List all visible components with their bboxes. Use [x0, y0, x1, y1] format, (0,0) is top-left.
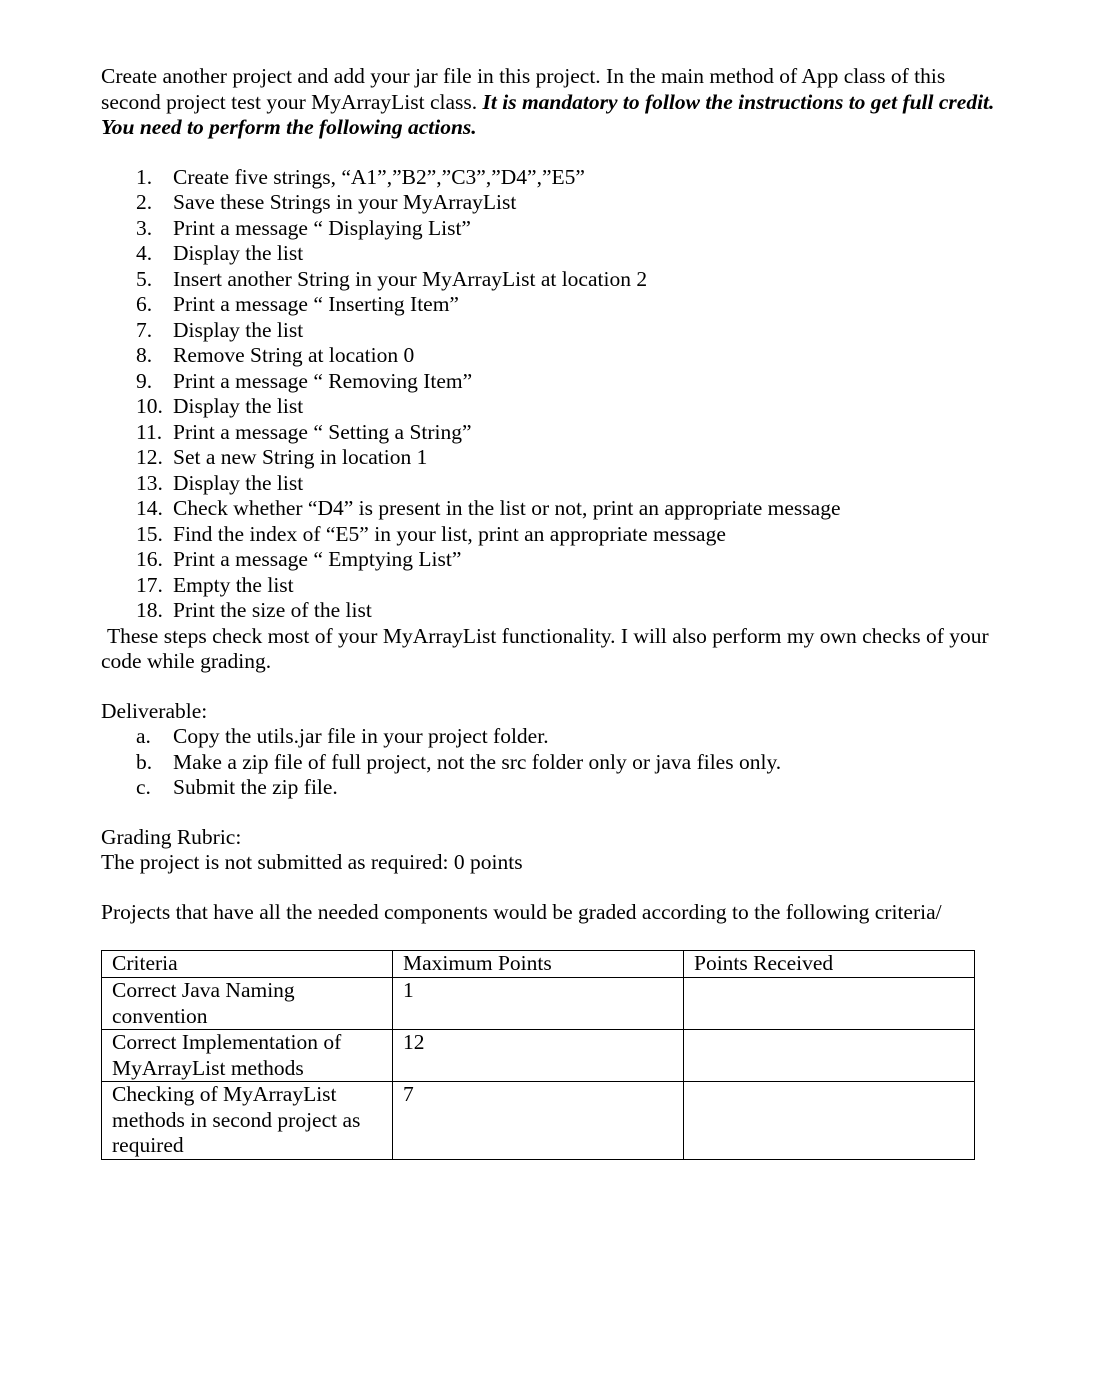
points-received-cell	[684, 1082, 975, 1160]
points-received-cell	[684, 978, 975, 1030]
list-item-text: Print a message “ Displaying List”	[173, 215, 471, 240]
list-item-text: Empty the list	[173, 572, 294, 597]
rubric-table	[101, 950, 975, 1160]
column-header-criteria: Criteria	[102, 951, 393, 978]
points-received-cell	[684, 1030, 975, 1082]
list-item-letter: c.	[136, 775, 151, 799]
list-item-number: 18.	[136, 598, 163, 622]
list-item	[101, 496, 1001, 522]
list-item	[101, 471, 1001, 497]
list-item	[101, 420, 1001, 446]
list-item	[101, 318, 1001, 344]
table-header-row	[102, 951, 975, 978]
deliverable-list	[101, 724, 1001, 801]
list-item	[101, 573, 1001, 599]
deliverable-heading: Deliverable:	[101, 698, 208, 723]
intro-emphasis: It is mandatory to follow the instructions to get full credit. You need to perform the following actions.	[101, 89, 995, 139]
list-item-text: Remove String at location 0	[173, 343, 415, 367]
list-item-number: 13.	[136, 470, 163, 495]
spacer	[101, 675, 1001, 699]
list-item-letter: a.	[136, 724, 151, 748]
list-item-text: Print the size of the list	[173, 598, 372, 622]
list-item	[101, 724, 1001, 750]
list-item-text: Set a new String in location 1	[173, 445, 428, 469]
max-points-cell: 12	[393, 1030, 684, 1082]
list-item-text: Print a message “ Emptying List”	[173, 547, 462, 571]
list-item	[101, 343, 1001, 369]
spacer	[101, 876, 1001, 900]
list-item-text: Display the list	[173, 317, 304, 342]
list-item-number: 8.	[136, 343, 153, 367]
criteria-cell: Correct Java Naming convention	[102, 978, 393, 1030]
list-item	[101, 522, 1001, 548]
table-row	[102, 1030, 975, 1082]
list-item	[101, 445, 1001, 471]
steps-list	[101, 165, 1001, 624]
list-item	[101, 394, 1001, 420]
rubric-heading: Grading Rubric:	[101, 824, 242, 849]
list-item-text: Print a message “ Setting a String”	[173, 419, 472, 444]
intro-text: Create another project and add your jar file in this project. In the main method of App class of this second project test your MyArrayList class.	[101, 64, 946, 114]
list-item-number: 1.	[136, 164, 153, 189]
list-item	[101, 241, 1001, 267]
list-item-text: Display the list	[173, 394, 304, 418]
list-item	[101, 190, 1001, 216]
criteria-cell: Checking of MyArrayList methods in second project as required	[102, 1082, 393, 1160]
list-item	[101, 267, 1001, 293]
list-item-number: 15.	[136, 521, 163, 546]
list-item-number: 11.	[136, 419, 163, 444]
list-item-text: Display the list	[173, 470, 304, 495]
closing-paragraph: These steps check most of your MyArrayList functionality. I will also perform my own checks of your code while grading.	[101, 623, 989, 673]
list-item-number: 12.	[136, 445, 163, 469]
document-page	[101, 64, 1001, 1160]
list-item	[101, 216, 1001, 242]
list-item-text: Create five strings, “A1”,”B2”,”C3”,”D4”,”E5”	[173, 164, 585, 189]
list-item	[101, 165, 1001, 191]
list-item	[101, 775, 1001, 801]
list-item-text: Copy the utils.jar file in your project folder.	[173, 724, 549, 748]
spacer	[101, 801, 1001, 825]
list-item-text: Print a message “ Inserting Item”	[173, 292, 459, 316]
table-row	[102, 978, 975, 1030]
list-item	[101, 547, 1001, 573]
rubric-not-submitted: The project is not submitted as required: 0 points	[101, 850, 523, 874]
list-item-number: 3.	[136, 215, 153, 240]
list-item-letter: b.	[136, 749, 153, 774]
max-points-cell: 7	[393, 1082, 684, 1160]
list-item-number: 5.	[136, 266, 153, 291]
column-header-points-received: Points Received	[684, 951, 975, 978]
list-item-number: 14.	[136, 496, 163, 520]
list-item	[101, 292, 1001, 318]
list-item	[101, 750, 1001, 776]
list-item-text: Print a message “ Removing Item”	[173, 368, 473, 393]
list-item-text: Submit the zip file.	[173, 775, 338, 799]
rubric-criteria-intro: Projects that have all the needed components would be graded according to the following criteria/	[101, 899, 942, 924]
max-points-cell: 1	[393, 978, 684, 1030]
list-item-number: 7.	[136, 317, 153, 342]
list-item-text: Make a zip file of full project, not the src folder only or java files only.	[173, 749, 782, 774]
list-item-text: Insert another String in your MyArrayList at location 2	[173, 266, 648, 291]
list-item-text: Display the list	[173, 241, 304, 265]
table-row	[102, 1082, 975, 1160]
list-item-text: Save these Strings in your MyArrayList	[173, 190, 517, 214]
list-item-text: Find the index of “E5” in your list, print an appropriate message	[173, 521, 726, 546]
intro-paragraph	[101, 64, 1001, 141]
criteria-cell: Correct Implementation of MyArrayList methods	[102, 1030, 393, 1082]
list-item	[101, 369, 1001, 395]
list-item-number: 10.	[136, 394, 163, 418]
list-item-number: 2.	[136, 190, 153, 214]
column-header-maximum-points: Maximum Points	[393, 951, 684, 978]
list-item-number: 4.	[136, 241, 153, 265]
list-item	[101, 598, 1001, 624]
list-item-number: 9.	[136, 368, 153, 393]
list-item-number: 17.	[136, 572, 163, 597]
list-item-number: 16.	[136, 547, 163, 571]
list-item-number: 6.	[136, 292, 153, 316]
list-item-text: Check whether “D4” is present in the list or not, print an appropriate message	[173, 496, 841, 520]
